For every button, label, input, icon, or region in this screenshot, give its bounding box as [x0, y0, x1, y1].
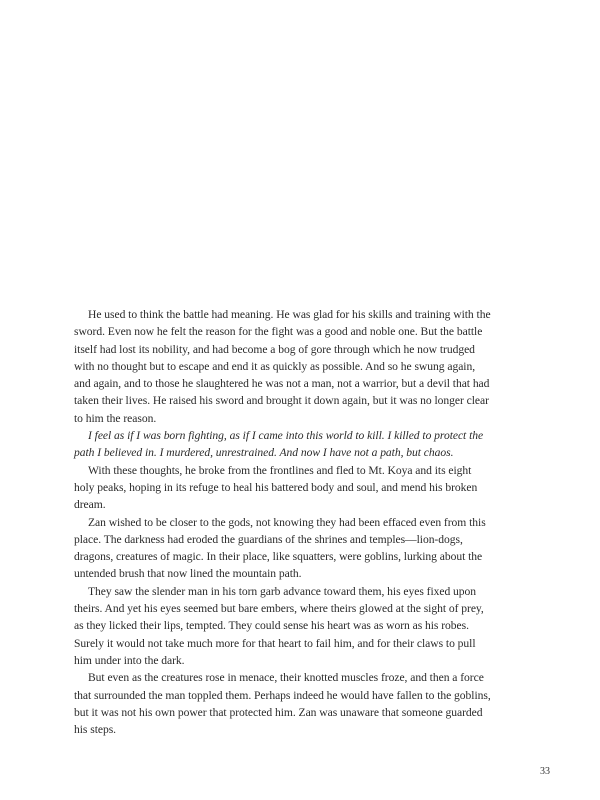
- paragraph-1: He used to think the battle had meaning. He was glad for his skills and training with the sword. Even now he felt the reason for the fight was a good and noble one. But the battle itself had lost its nobility, and had become a bog of gore through which he now trudged with no thought but to escape and end it as quickly as possible. And so he swung again, and again, and to those he slaughtered he was not a man, not a warrior, but a devil that had taken their lives. He raised his sword and brought it down again, but it was no longer clear to him the reason.: [74, 308, 491, 425]
- paragraph-5: They saw the slender man in his torn garb advance toward them, his eyes fixed upon theirs. And yet his eyes seemed but bare embers, where theirs glowed at the sight of prey, as they licked their lips, tempted. They could sense his heart was as worn as his robes. Surely it would not take much more for that heart to fail him, and for their claws to pull him under into the dark.: [74, 584, 484, 667]
- body-text: [74, 306, 494, 738]
- paragraph-2-italic-thought: I feel as if I was born fighting, as if I came into this world to kill. I killed to protect the path I believed in. I murdered, unrestrained. And now I have not a path, but chaos.: [74, 429, 484, 460]
- page-number: 33: [540, 766, 550, 777]
- paragraph-3: With these thoughts, he broke from the frontlines and fled to Mt. Koya and its eight holy peaks, hoping in its refuge to heal his battered body and soul, and mend his broken dream.: [74, 463, 478, 512]
- paragraph-4: Zan wished to be closer to the gods, not knowing they had been effaced even from this place. The darkness had eroded the guardians of the shrines and temples—lion-dogs, dragons, creatures of magic. In their place, like squatters, were goblins, lurking about the untended brush that now lined the mountain path.: [74, 515, 486, 581]
- paragraph-6: But even as the creatures rose in menace, their knotted muscles froze, and then a force that surrounded the man toppled them. Perhaps indeed he would have fallen to the goblins, but it was not his own power that protected him. Zan was unaware that someone guarded his steps.: [74, 671, 491, 737]
